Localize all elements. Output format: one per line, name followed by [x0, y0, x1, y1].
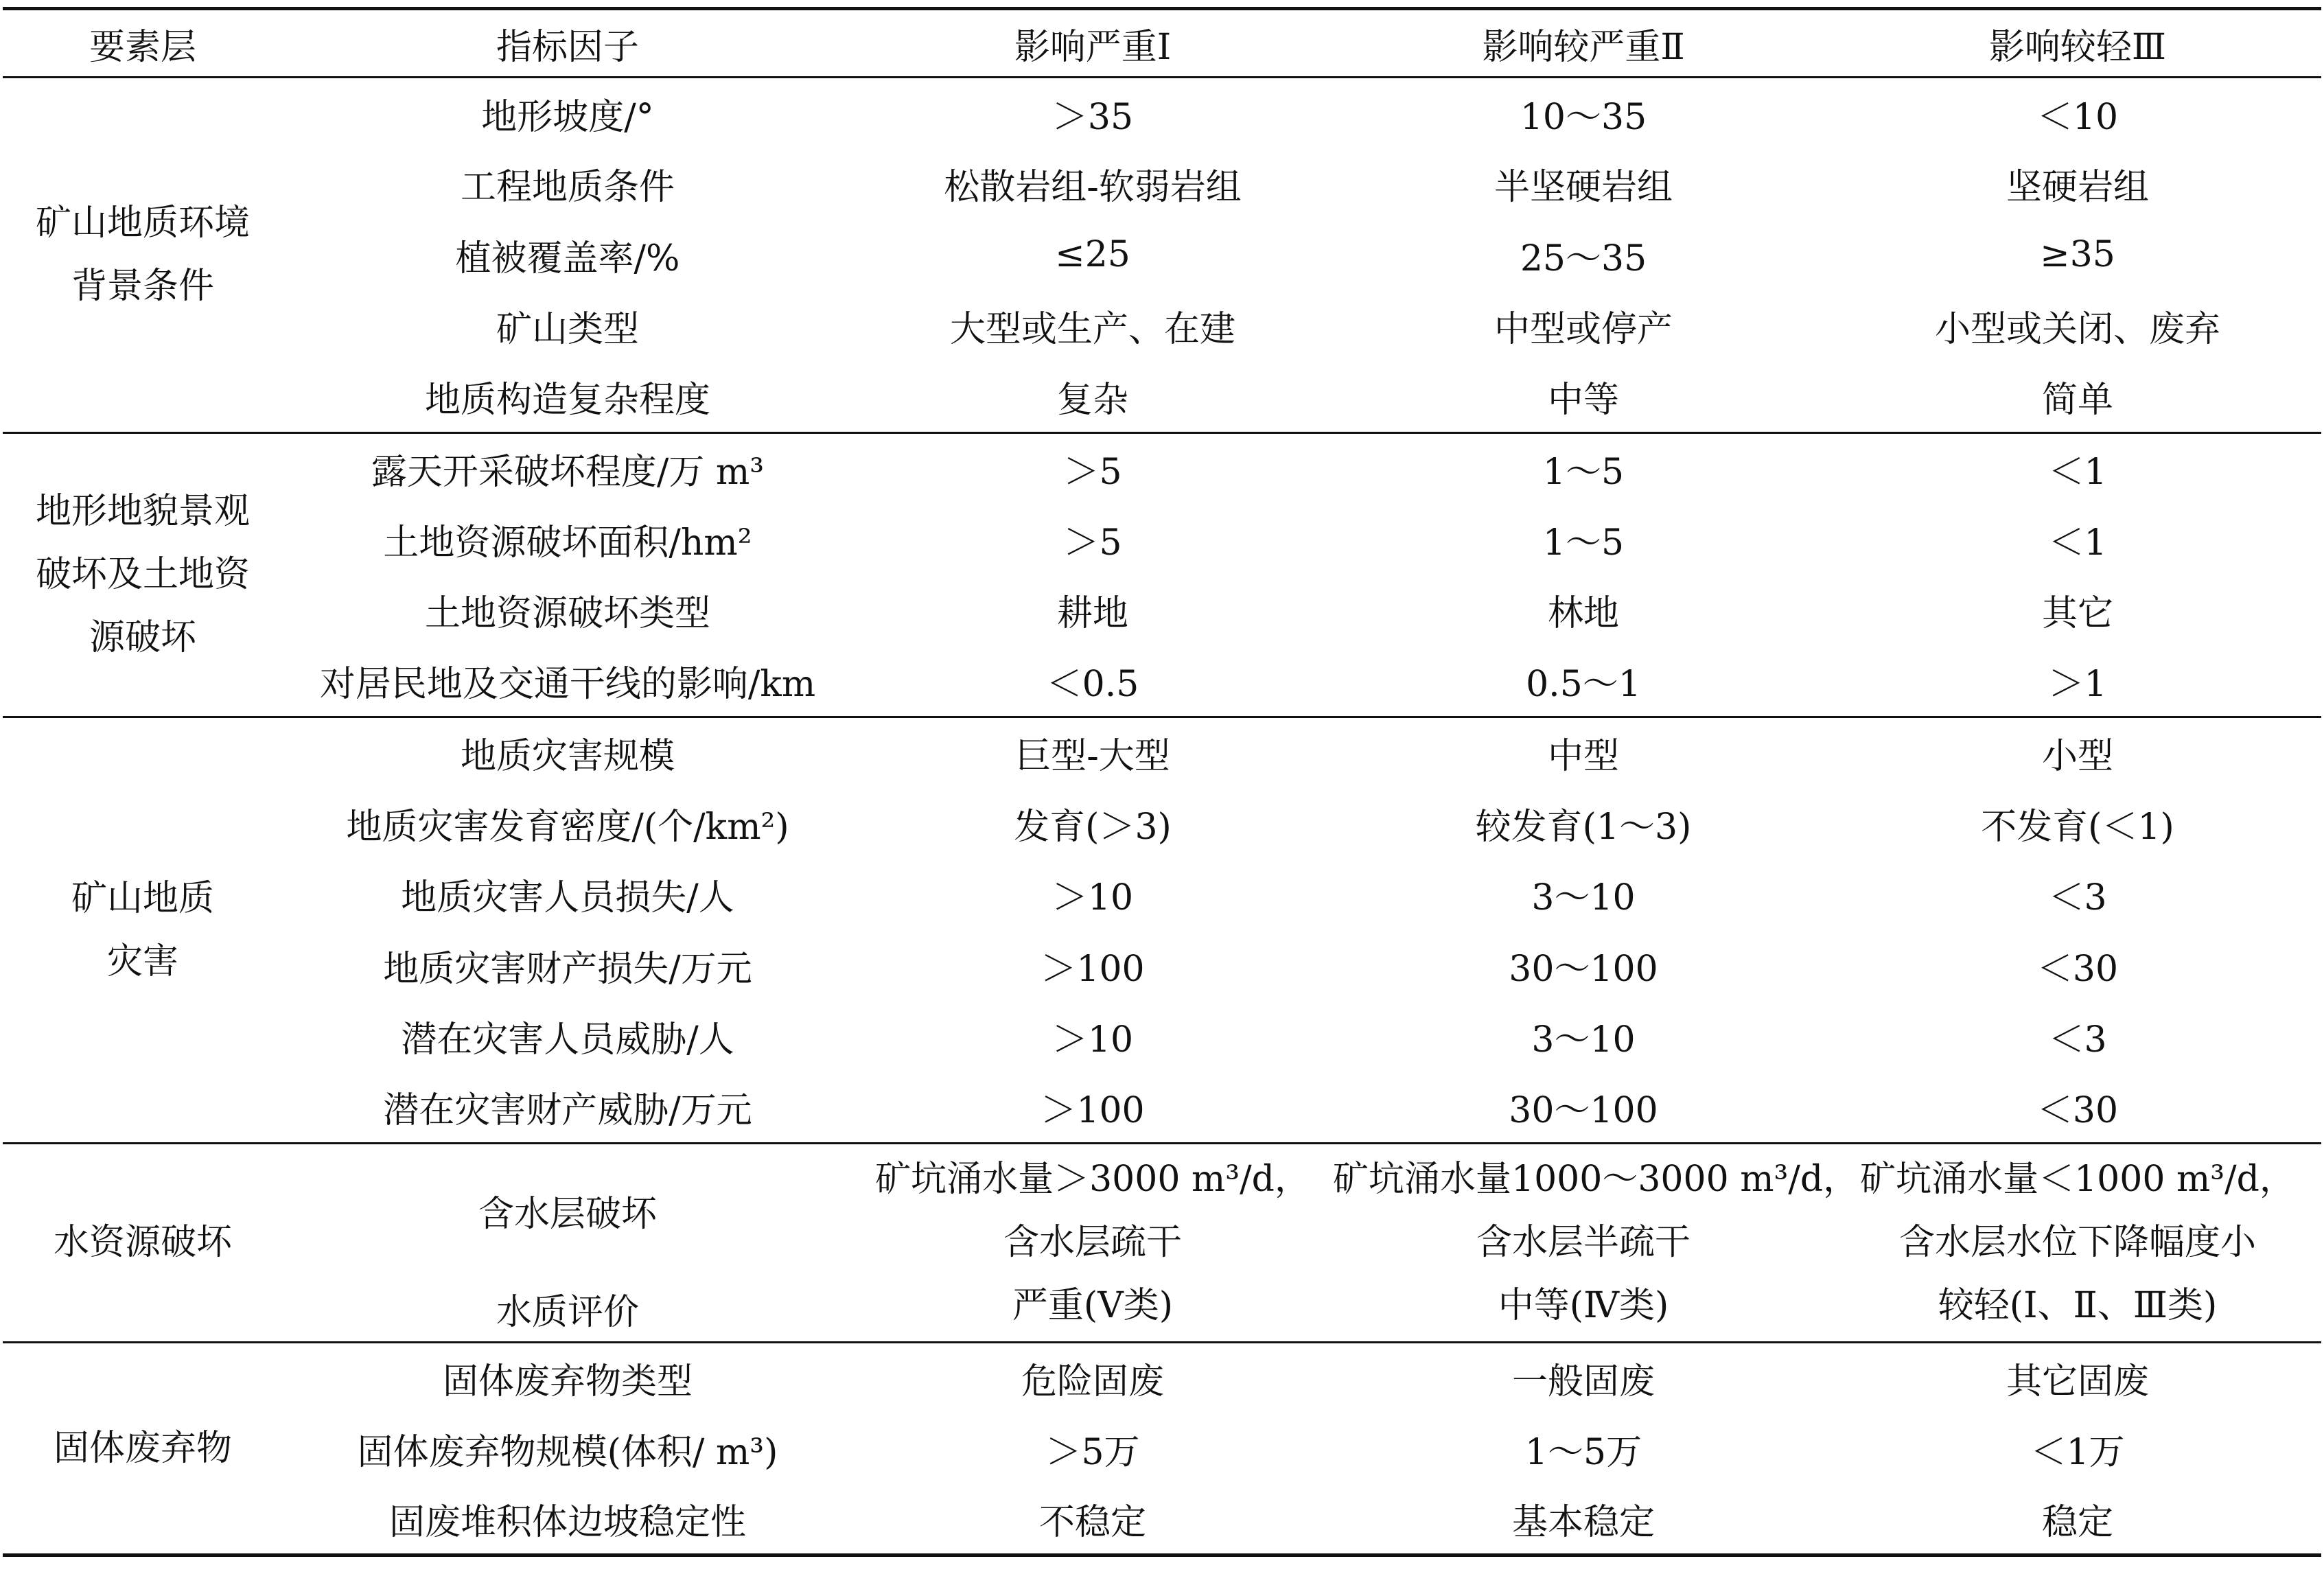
severe-cell: 发育(＞3) — [1014, 806, 1172, 848]
group-label-line: 固体废弃物 — [53, 1427, 232, 1469]
table-row — [3, 1072, 2321, 1144]
moderate-cell: 1～5 — [1542, 452, 1625, 493]
severe-cell: ＞5 — [1063, 452, 1122, 493]
severe-cell: ＞35 — [1051, 96, 1134, 138]
group-label — [3, 1342, 283, 1555]
group-solid-waste — [3, 1342, 2321, 1555]
group-label — [3, 432, 283, 717]
moderate-cell: 中型 — [1547, 736, 1619, 777]
group-label-line: 源破坏 — [89, 617, 196, 658]
indicator-cell: 植被覆盖率/% — [455, 238, 680, 279]
group-label-line: 灾害 — [106, 940, 178, 982]
light-cell: ＜1万 — [2030, 1431, 2125, 1473]
light-cell: 坚硬岩组 — [2006, 167, 2149, 209]
light-cell: 小型 — [2041, 736, 2113, 777]
group-water — [3, 1143, 2321, 1342]
cell-line: 严重(Ⅴ类) — [1012, 1285, 1174, 1326]
moderate-cell: 一般固废 — [1511, 1361, 1655, 1402]
cell-line: 矿坑涌水量＜1000 m³/d， — [1860, 1159, 2295, 1200]
cell-line: 含水层半疏干 — [1476, 1222, 1690, 1263]
header-severe: 影响严重Ⅰ — [1014, 26, 1172, 68]
indicator-cell: 地质灾害人员损失/人 — [401, 877, 734, 919]
table-row — [3, 1413, 2321, 1485]
moderate-cell: 3～10 — [1531, 1019, 1636, 1061]
severe-cell: ＞100 — [1041, 1090, 1145, 1131]
table-row — [3, 646, 2321, 717]
light-cell: 稳定 — [2041, 1502, 2113, 1543]
light-cell: ＜1 — [2048, 522, 2107, 564]
table-row — [3, 290, 2321, 362]
indicator-cell: 土地资源破坏类型 — [424, 593, 710, 635]
group-label-line: 背景条件 — [71, 266, 214, 308]
table-row — [3, 362, 2321, 433]
group-landform-land — [3, 432, 2321, 717]
severe-cell: 复杂 — [1056, 380, 1128, 421]
header-indicator: 指标因子 — [496, 26, 639, 68]
moderate-cell: 3～10 — [1531, 877, 1636, 919]
group-label-line: 地形地貌景观 — [35, 491, 250, 532]
moderate-cell — [1333, 1143, 1859, 1342]
table-row — [3, 1001, 2321, 1072]
header-moderate: 影响较严重Ⅱ — [1482, 26, 1685, 68]
indicator-cell: 含水层破坏 — [478, 1193, 657, 1235]
indicator-cell: 地质构造复杂程度 — [424, 380, 710, 421]
light-cell: 不发育(＜1) — [1981, 806, 2174, 848]
light-cell: 其它固废 — [2006, 1361, 2149, 1402]
evaluation-table — [3, 7, 2321, 1557]
cell-line: 中等(Ⅳ类) — [1498, 1285, 1669, 1326]
severe-cell: 巨型-大型 — [1015, 736, 1170, 777]
light-cell: ＜30 — [2036, 1090, 2119, 1131]
moderate-cell: 0.5～1 — [1526, 664, 1641, 705]
moderate-cell: 中等 — [1547, 380, 1619, 421]
moderate-cell: 30～100 — [1509, 1090, 1658, 1131]
header-element-layer: 要素层 — [89, 26, 196, 68]
table-row — [3, 930, 2321, 1002]
moderate-cell: 25～35 — [1520, 238, 1647, 279]
severe-cell: ＞10 — [1051, 1019, 1134, 1061]
group-label — [3, 717, 283, 1143]
light-cell — [1834, 1143, 2321, 1342]
light-cell: ＜30 — [2036, 948, 2119, 990]
light-cell: 小型或关闭、废弃 — [1934, 309, 2220, 351]
moderate-cell: 中型或停产 — [1494, 309, 1673, 351]
group-label — [3, 1143, 283, 1342]
indicator-cell: 露天开采破坏程度/万 m³ — [371, 452, 765, 493]
cell-line: 较轻(Ⅰ、Ⅱ、Ⅲ类) — [1938, 1285, 2218, 1326]
group-geo-background — [3, 78, 2321, 433]
cell-line: 含水层水位下降幅度小 — [1898, 1222, 2256, 1263]
table-row — [3, 1484, 2321, 1555]
indicator-cell: 土地资源破坏面积/hm² — [383, 522, 752, 564]
light-cell: ≥35 — [2040, 234, 2115, 276]
table-header — [3, 9, 2321, 78]
header-row — [3, 9, 2321, 78]
indicator-cell: 工程地质条件 — [460, 167, 675, 209]
moderate-cell: 基本稳定 — [1511, 1502, 1655, 1543]
group-label — [3, 78, 283, 433]
severe-cell: ＞100 — [1041, 948, 1145, 990]
moderate-cell: 10～35 — [1520, 96, 1647, 138]
group-label-line: 矿山地质 — [71, 877, 214, 919]
moderate-cell: 较发育(1～3) — [1475, 806, 1692, 848]
cell-line: 矿坑涌水量＞3000 m³/d， — [875, 1159, 1310, 1200]
table-row — [3, 575, 2321, 646]
cell-line: 矿坑涌水量1000～3000 m³/d， — [1333, 1159, 1859, 1200]
light-cell: ＜3 — [2048, 1019, 2107, 1061]
table-row — [3, 504, 2321, 575]
indicator-cell: 潜在灾害人员威胁/人 — [401, 1019, 734, 1061]
group-label-line: 水资源破坏 — [53, 1222, 232, 1263]
table-row — [3, 859, 2321, 930]
table-row — [3, 432, 2321, 504]
moderate-cell: 1～5 — [1542, 522, 1625, 564]
severe-cell: ＞10 — [1051, 877, 1134, 919]
indicator-cell: 地质灾害发育密度/(个/km²) — [346, 806, 789, 848]
moderate-cell: 30～100 — [1509, 948, 1658, 990]
moderate-cell: 1～5万 — [1524, 1431, 1642, 1473]
table-row — [3, 78, 2321, 149]
severe-cell — [852, 1143, 1333, 1342]
table-row — [3, 717, 2321, 788]
group-label-line: 破坏及土地资 — [35, 554, 250, 595]
indicator-cell: 固废堆积体边坡稳定性 — [388, 1502, 746, 1543]
cell-line: 含水层疏干 — [1003, 1222, 1182, 1263]
severe-cell: 不稳定 — [1038, 1502, 1146, 1543]
indicator-cell: 固体废弃物规模(体积/ m³) — [357, 1431, 778, 1473]
moderate-cell: 林地 — [1547, 593, 1619, 635]
group-geo-hazard — [3, 717, 2321, 1143]
indicator-cell: 固体废弃物类型 — [442, 1361, 693, 1402]
indicator-cell: 地形坡度/° — [481, 96, 654, 138]
severe-cell: 大型或生产、在建 — [949, 309, 1235, 351]
table-row — [3, 220, 2321, 291]
severe-cell: 危险固废 — [1021, 1361, 1164, 1402]
group-label-line: 矿山地质环境 — [35, 202, 250, 244]
severe-cell: 耕地 — [1056, 593, 1128, 635]
severe-cell: ≤25 — [1055, 234, 1130, 276]
indicator-cell: 地质灾害规模 — [460, 736, 675, 777]
light-cell: ＜1 — [2048, 452, 2107, 493]
light-cell: 简单 — [2041, 380, 2113, 421]
indicator-cell: 对居民地及交通干线的影响/km — [319, 664, 816, 705]
table-row — [3, 1143, 2321, 1277]
indicator-cell: 水质评价 — [496, 1292, 639, 1334]
severe-cell: 松散岩组-软弱岩组 — [944, 167, 1242, 209]
table-row — [3, 1342, 2321, 1413]
severe-cell: ＞5 — [1063, 522, 1122, 564]
indicator-cell: 地质灾害财产损失/万元 — [383, 948, 752, 990]
indicator-cell: 潜在灾害财产威胁/万元 — [383, 1090, 752, 1131]
light-cell: ＞1 — [2048, 664, 2107, 705]
light-cell: 其它 — [2041, 593, 2113, 635]
light-cell: ＜3 — [2048, 877, 2107, 919]
light-cell: ＜10 — [2036, 96, 2119, 138]
moderate-cell: 半坚硬岩组 — [1494, 167, 1673, 209]
indicator-cell: 矿山类型 — [496, 309, 639, 351]
table-row — [3, 148, 2321, 220]
table-row — [3, 788, 2321, 859]
severe-cell: ＞5万 — [1045, 1431, 1140, 1473]
severe-cell: ＜0.5 — [1046, 664, 1139, 705]
header-light: 影响较轻Ⅲ — [1988, 26, 2167, 68]
